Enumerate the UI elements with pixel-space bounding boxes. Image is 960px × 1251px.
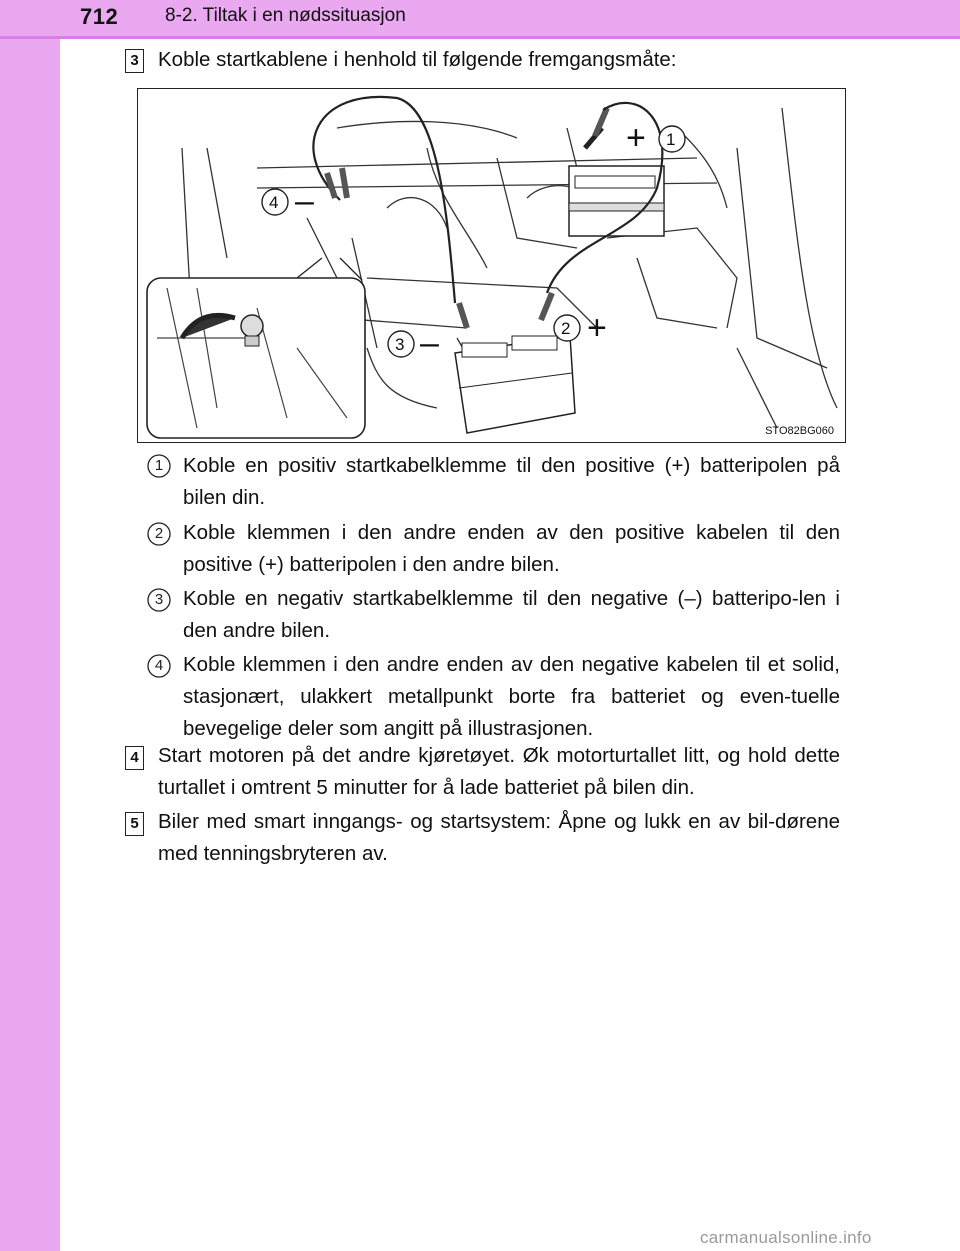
figure-code: STO82BG060 <box>765 425 834 437</box>
plus-sign: + <box>626 119 646 157</box>
substep-4-text: Koble klemmen i den andre enden av den negative kabelen til et solid, stasjonært, ulakkert metallpunkt borte fra batteriet og even-tuelle bevegelige deler som angitt på illustrasjonen. <box>183 653 840 740</box>
callout-number: 3 <box>395 335 405 354</box>
plus-sign: + <box>587 309 607 347</box>
minus-sign: – <box>295 182 314 220</box>
page-number: 712 <box>80 4 119 29</box>
substep-number-1: 1 <box>147 454 171 478</box>
step-badge-5: 5 <box>125 812 144 836</box>
substep-3-text: Koble en negativ startkabelklemme til den negative (–) batteripo-len i den andre bilen. <box>183 587 840 642</box>
callout-number: 2 <box>561 319 571 338</box>
header-rule <box>0 36 960 39</box>
substep-1-text: Koble en positiv startkabelklemme til den positive (+) batteripolen på bilen din. <box>183 454 840 509</box>
section-title: 8-2. Tiltak i en nødssituasjon <box>165 5 406 26</box>
callout-number: 1 <box>666 130 676 149</box>
minus-sign: – <box>420 324 439 362</box>
substep-number-2: 2 <box>147 522 171 546</box>
substep-number-4: 4 <box>147 654 171 678</box>
engine-bay-drawing <box>137 88 846 443</box>
step-4-text: Start motoren på det andre kjøretøyet. Øk motorturtallet litt, og hold dette turtallet i omtrent 5 minutter for å lade batteriet på bilen din. <box>158 744 840 799</box>
watermark: carmanualsonline.info <box>700 1228 872 1247</box>
step-badge-3: 3 <box>125 49 144 73</box>
callout-number: 4 <box>269 193 279 212</box>
jump-start-illustration <box>137 88 846 443</box>
substep-number-3: 3 <box>147 588 171 612</box>
chapter-side-band <box>0 0 60 1251</box>
step-badge-4: 4 <box>125 746 144 770</box>
inset-detail <box>147 258 365 438</box>
substep-2-text: Koble klemmen i den andre enden av den positive kabelen til den positive (+) batteripolen i den andre bilen. <box>183 521 840 576</box>
step-5-text: Biler med smart inngangs- og startsystem: Åpne og lukk en av bil-dørene med tenningsbryteren av. <box>158 810 840 865</box>
step-3-text: Koble startkablene i henhold til følgende fremgangsmåte: <box>158 48 677 71</box>
